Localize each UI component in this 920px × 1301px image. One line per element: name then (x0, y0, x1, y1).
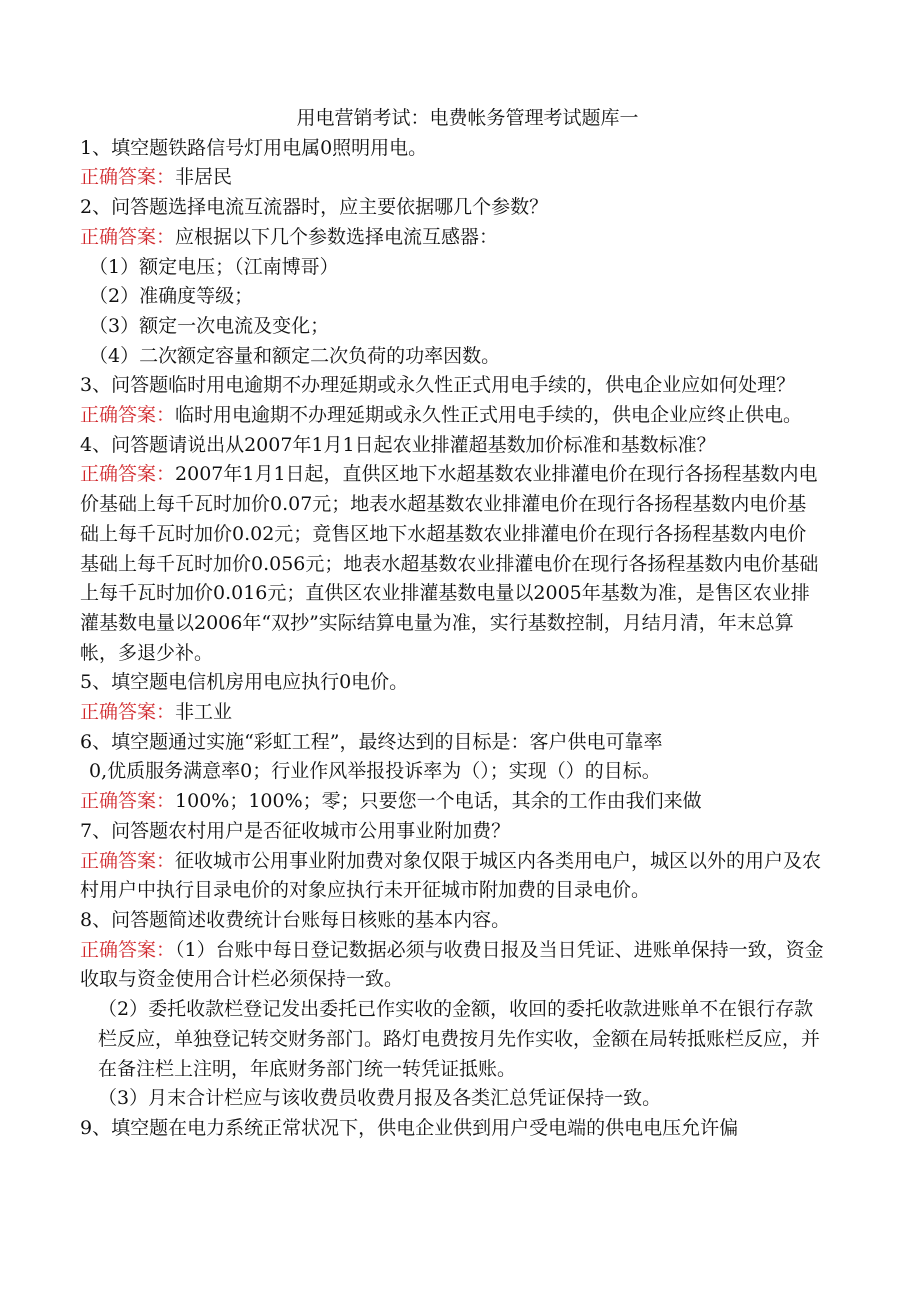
answer-text: （1）台账中每日登记数据必须与收费日报及当日凭证、进账单保持一致，资金收取与资金使用合计栏必须保持一致。 (80, 938, 824, 991)
answer-text: 100%；100%；零；只要您一个电话，其余的工作由我们来做 (175, 790, 702, 813)
answer-8-item: （2）委托收款栏登记发出委托已作实收的金额，收回的委托收款进账单不在银行存款栏反应，单独登记转交财务部门。路灯电费按月先作实收，金额在局转抵账栏反应，并在备注栏上注明，年底财务部门统一转凭证抵账。 (98, 998, 821, 1080)
answer-2-item: （4）二次额定容量和额定二次负荷的功率因数。 (89, 344, 501, 367)
answer-2-item: （1）额定电压；（江南博哥） (89, 255, 339, 278)
answer-text: 非工业 (175, 701, 233, 724)
answer-text: 临时用电逾期不办理延期或永久性正式用电手续的，供电企业应终止供电。 (175, 404, 803, 427)
answer-label: 正确答案： (80, 790, 176, 813)
question-7: 7、问答题农村用户是否征收城市公用事业附加费？ (80, 819, 511, 842)
answer-2-item: （2）准确度等级； (89, 285, 254, 308)
answer-6 (80, 787, 825, 817)
question-6-continued: 0,优质服务满意率0；行业作风举报投诉率为（）；实现（）的目标。 (89, 760, 661, 783)
answer-7 (80, 847, 825, 906)
question-4: 4、问答题请说出从2007年1月1日起农业排灌超基数加价标准和基数标准？ (80, 433, 716, 456)
question-5: 5、填空题电信机房用电应执行0电价。 (80, 671, 409, 694)
answer-8 (80, 936, 825, 995)
answer-3 (80, 401, 825, 431)
answer-text: 2007年1月1日起，直供区地下水超基数农业排灌电价在现行各扬程基数内电价基础上每千瓦时加价0.07元；地表水超基数农业排灌电价在现行各扬程基数内电价基础上每千瓦时加价0.02元；竟售区地下水超基数农业排灌电价在现行各扬程基数内电价基础上每千瓦时加价0.056元；地表水超基数农业排灌电价在现行各扬程基数内电价基础上每千瓦时加价0.016元；直供区农业排灌基数电量以2005年基数为准，是售区农业排灌基数电量以2006年“双抄”实际结算电量为准，实行基数控制，月结月清，年末总算帐，多退少补。 (80, 463, 819, 664)
answer-label: 正确答案： (80, 701, 176, 724)
question-2: 2、问答题选择电流互流器时，应主要依据哪几个参数？ (80, 196, 549, 219)
answer-2-item: （3）额定一次电流及变化； (89, 314, 330, 337)
answer-text: 征收城市公用事业附加费对象仅限于城区内各类用电户，城区以外的用户及农村用户中执行目录电价的对象应执行未开征城市附加费的目录电价。 (80, 849, 822, 902)
answer-label: 正确答案： (80, 938, 176, 961)
answer-label: 正确答案： (80, 849, 176, 872)
answer-5 (80, 698, 825, 728)
answer-label: 正确答案： (80, 463, 176, 486)
answer-2 (80, 223, 825, 253)
answer-text: 应根据以下几个参数选择电流互感器： (175, 225, 499, 248)
question-9: 9、填空题在电力系统正常状况下，供电企业供到用户受电端的供电电压允许偏 (80, 1116, 739, 1139)
answer-text: 非居民 (175, 166, 233, 189)
document-title: 用电营销考试：电费帐务管理考试题库一 (296, 107, 639, 129)
question-8: 8、问答题简述收费统计台账每日核账的基本内容。 (80, 908, 511, 931)
answer-4 (80, 460, 825, 668)
answer-label: 正确答案： (80, 166, 176, 189)
answer-label: 正确答案： (80, 225, 176, 248)
answer-8-item: （3）月末合计栏应与该收费员收费月报及各类汇总凭证保持一致。 (98, 1087, 662, 1110)
answer-1 (80, 163, 825, 193)
question-6: 6、填空题通过实施“彩虹工程”，最终达到的目标是：客户供电可靠率 (80, 730, 663, 753)
question-1: 1、填空题铁路信号灯用电属0照明用电。 (80, 136, 428, 159)
document-body (80, 104, 825, 1144)
question-3: 3、问答题临时用电逾期不办理延期或永久性正式用电手续的，供电企业应如何处理？ (80, 374, 796, 397)
answer-label: 正确答案： (80, 404, 176, 427)
